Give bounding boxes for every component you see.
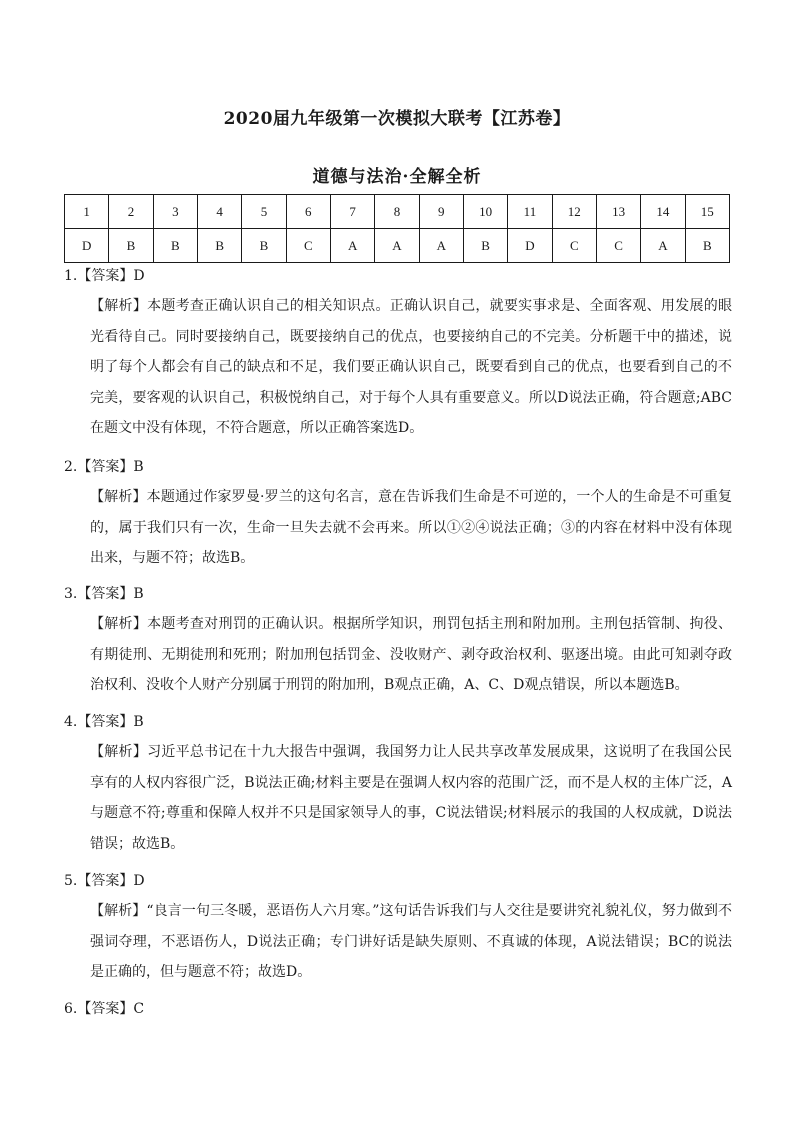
- table-cell: 13: [596, 195, 640, 229]
- analysis-paragraph: [64, 609, 732, 701]
- answer-line: 3.【答案】B: [64, 586, 144, 602]
- analysis-text: 习近平总书记在十九大报告中强调，我国努力让人民共享改革发展成果，这说明了在我国公民享有的人权内容很广泛，B说法正确;材料主要是在强调人权内容的范围广泛，而不是人权的主体广泛，A与题意不符;尊重和保障人权并不只是国家领导人的事，C说法错误;材料展示的我国的人权成就，D说法错误；故选B。: [90, 744, 733, 852]
- table-cell: A: [641, 229, 685, 263]
- question-5: [64, 871, 732, 988]
- question-4: [64, 712, 732, 859]
- table-cell: B: [463, 229, 507, 263]
- page-subtitle: 道德与法治·全解全析: [312, 167, 482, 187]
- table-cell: 8: [375, 195, 419, 229]
- table-cell: C: [286, 229, 330, 263]
- table-cell: C: [552, 229, 596, 263]
- answer-key-table: [64, 194, 730, 263]
- table-cell: 1: [65, 195, 109, 229]
- table-cell: B: [153, 229, 197, 263]
- table-cell: 14: [641, 195, 685, 229]
- question-1: [64, 266, 732, 444]
- analysis-text: “良言一句三冬暖，恶语伤人六月寒。”这句话告诉我们与人交往是要讲究礼貌礼仪，努力做到不强词夺理，不恶语伤人，D说法正确；专门讲好话是缺失原则、不真诚的体现，A说法错误；BC的说法是正确的，但与题意不符；故选D。: [90, 903, 733, 980]
- answer-line: 4.【答案】B: [64, 714, 144, 730]
- table-cell: A: [419, 229, 463, 263]
- analysis-text: 本题考查对刑罚的正确认识。根据所学知识，刑罚包括主刑和附加刑。主刑包括管制、拘役、有期徒刑、无期徒刑和死刑；附加刑包括罚金、没收财产、剥夺政治权利、驱逐出境。由此可知剥夺政治权利、没收个人财产分别属于刑罚的附加刑，B观点正确，A、C、D观点错误，所以本题选B。: [90, 616, 733, 693]
- table-cell: 9: [419, 195, 463, 229]
- table-cell: A: [330, 229, 374, 263]
- analysis-label: 【解析】: [90, 903, 147, 919]
- question-6: [64, 999, 732, 1019]
- table-cell: D: [508, 229, 552, 263]
- table-cell: 5: [242, 195, 286, 229]
- question-number-row: [65, 195, 730, 229]
- analysis-paragraph: [64, 291, 732, 444]
- table-cell: 3: [153, 195, 197, 229]
- analysis-label: 【解析】: [90, 616, 148, 632]
- answer-line: 1.【答案】D: [64, 268, 145, 284]
- table-cell: B: [109, 229, 153, 263]
- answer-line: 2.【答案】B: [64, 459, 144, 475]
- table-cell: 2: [109, 195, 153, 229]
- answer-line: 5.【答案】D: [64, 873, 145, 889]
- answer-letter-row: [65, 229, 730, 263]
- analysis-paragraph: [64, 737, 732, 859]
- analysis-paragraph: [64, 482, 732, 574]
- table-cell: 7: [330, 195, 374, 229]
- table-cell: B: [197, 229, 241, 263]
- question-3: [64, 584, 732, 701]
- answer-line: 6.【答案】C: [64, 1001, 145, 1017]
- table-cell: 4: [197, 195, 241, 229]
- table-cell: C: [596, 229, 640, 263]
- page-title: 2020届九年级第一次模拟大联考【江苏卷】: [223, 109, 571, 129]
- table-cell: B: [685, 229, 729, 263]
- table-cell: 10: [463, 195, 507, 229]
- table-cell: D: [65, 229, 109, 263]
- table-cell: B: [242, 229, 286, 263]
- table-cell: 15: [685, 195, 729, 229]
- analysis-text: 本题考查正确认识自己的相关知识点。正确认识自己，就要实事求是、全面客观、用发展的眼光看待自己。同时要接纳自己，既要接纳自己的优点，也要接纳自己的不完美。分析题干中的描述，说明了每个人都会有自己的缺点和不足，我们要正确认识自己，既要看到自己的优点，也要看到自己的不完美，要客观的认识自己，积极悦纳自己，对于每个人具有重要意义。所以D说法正确，符合题意;ABC在题文中没有体现，不符合题意，所以正确答案选D。: [90, 298, 733, 436]
- analysis-label: 【解析】: [90, 489, 147, 505]
- table-cell: 11: [508, 195, 552, 229]
- table-cell: 12: [552, 195, 596, 229]
- analysis-label: 【解析】: [90, 744, 148, 760]
- analysis-text: 本题通过作家罗曼·罗兰的这句名言，意在告诉我们生命是不可逆的，一个人的生命是不可重复的，属于我们只有一次，生命一旦失去就不会再来。所以①②④说法正确；③的内容在材料中没有体现出来，与题不符；故选B。: [90, 489, 732, 566]
- analysis-paragraph: [64, 896, 732, 988]
- table-cell: A: [375, 229, 419, 263]
- analysis-label: 【解析】: [90, 298, 148, 314]
- table-cell: 6: [286, 195, 330, 229]
- question-2: [64, 457, 732, 574]
